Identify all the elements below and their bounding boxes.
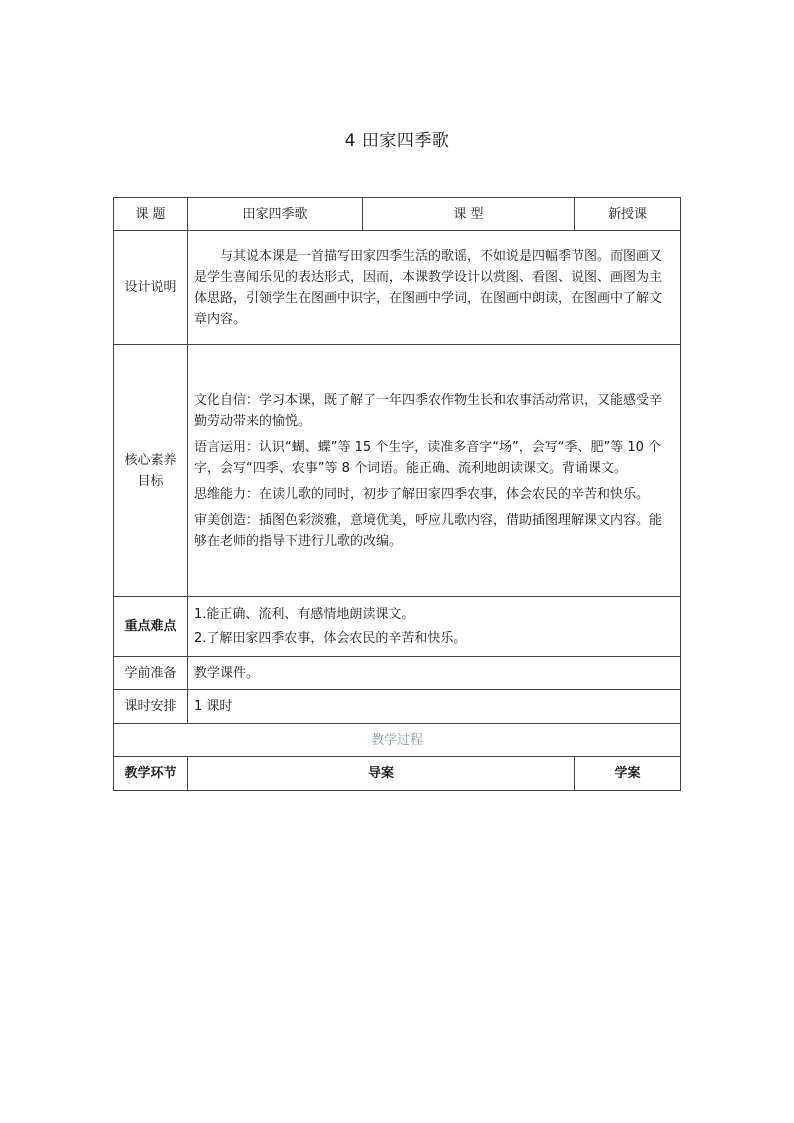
process-title-row: [114, 724, 681, 757]
schedule-value: 1 课时: [188, 690, 681, 724]
key-points-content: [188, 597, 681, 657]
process-col-study: 学案: [575, 757, 681, 791]
goal-language: 语言运用：认识“蝴、蝶”等 15 个生字，读准多音字“场”，会写“季、肥”等 10 个字，会写“四季、农事”等 8 个词语。能正确、流利地朗读课文。背诵课文。: [194, 439, 662, 476]
goals-label: [114, 345, 188, 597]
process-col-guide: 导案: [188, 757, 575, 791]
process-col-stage: 教学环节: [114, 757, 188, 791]
design-label: 设计说明: [114, 231, 188, 345]
topic-row: [114, 198, 681, 231]
goal-culture: 文化自信：学习本课，既了解了一年四季农作物生长和农事活动常识，又能感受辛勤劳动带来的愉悦。: [194, 392, 663, 429]
goal-thinking: 思维能力：在读儿歌的同时，初步了解田家四季农事，体会农民的辛苦和快乐。: [194, 486, 650, 502]
key-point-2: 2.了解田家四季农事，体会农民的辛苦和快乐。: [194, 630, 467, 646]
key-points-row: [114, 597, 681, 657]
schedule-row: [114, 690, 681, 724]
key-point-1: 1.能正确、流利、有感情地朗读课文。: [194, 606, 415, 622]
type-value: 新授课: [575, 198, 681, 231]
process-header-row: [114, 757, 681, 791]
key-points-label: 重点难点: [114, 597, 188, 657]
goals-label-line2: 目标: [137, 473, 164, 489]
goals-row: [114, 345, 681, 597]
preparation-value: 教学课件。: [188, 657, 681, 690]
type-label: 课 型: [363, 198, 575, 231]
topic-label: 课 题: [114, 198, 188, 231]
design-text: 与其说本课是一首描写田家四季生活的歌谣，不如说是四幅季节图。而图画又是学生喜闻乐见的表达形式，因而，本课教学设计以赏图、看图、说图、画图为主体思路，引领学生在图画中识字，在图画中学词，在图画中朗读，在图画中了解文章内容。: [188, 231, 681, 345]
preparation-label: 学前准备: [114, 657, 188, 690]
goals-content: [188, 345, 681, 597]
goals-label-line1: 核心素养: [124, 452, 177, 468]
design-row: [114, 231, 681, 345]
topic-value: 田家四季歌: [188, 198, 363, 231]
lesson-plan-table: [113, 197, 681, 791]
goal-aesthetic: 审美创造：插图色彩淡雅，意境优美，呼应儿歌内容，借助插图理解课文内容。能够在老师的指导下进行儿歌的改编。: [194, 512, 663, 549]
process-title: 教学过程: [114, 724, 681, 757]
schedule-label: 课时安排: [114, 690, 188, 724]
document-title: 4 田家四季歌: [344, 131, 450, 151]
preparation-row: [114, 657, 681, 690]
